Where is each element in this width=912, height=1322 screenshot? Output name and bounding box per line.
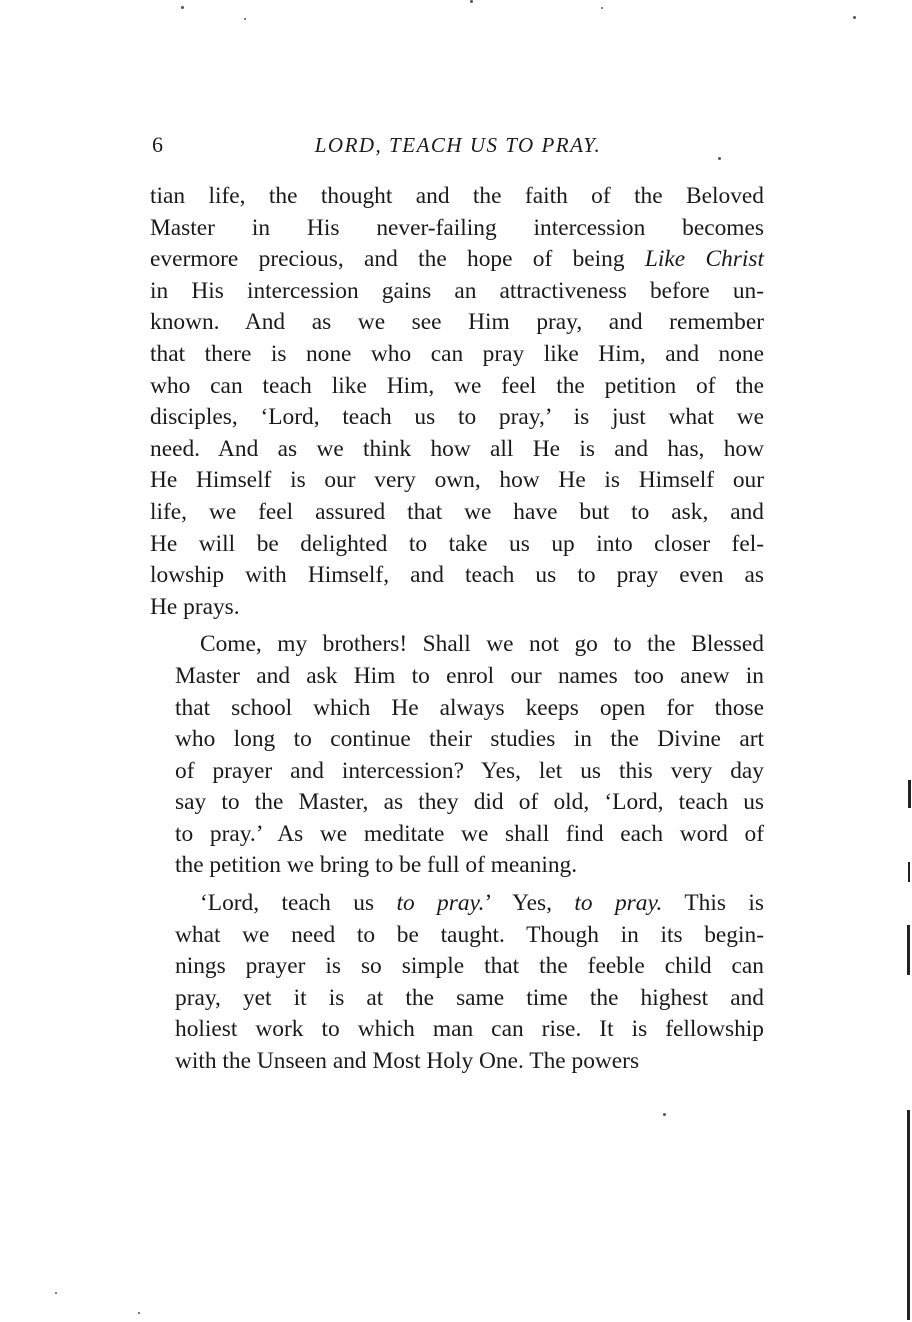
text-segment: evermore precious, and the hope of being [150, 246, 645, 273]
scan-speck [244, 18, 246, 20]
text-segment: He Himself is our very own, how He is Himself our [150, 467, 764, 494]
text-line [150, 371, 764, 403]
text-segment: life, we feel assured that we have but to ask, and [150, 498, 764, 525]
scan-speck [470, 0, 473, 3]
text-line [150, 213, 764, 245]
text-segment: Master in His never-failing intercession becomes [150, 214, 764, 241]
text-segment: lowship with Himself, and teach us to pray even as [150, 562, 764, 589]
italic-text: Like Christ [644, 246, 764, 273]
text-line [150, 920, 764, 952]
scan-edge-mark [908, 862, 910, 882]
body-text [150, 181, 764, 1078]
paragraph [150, 181, 764, 623]
text-segment: disciples, ‘Lord, teach us to pray,’ is just what we [150, 404, 764, 431]
scan-speck [55, 1292, 57, 1294]
text-line [150, 629, 764, 661]
text-segment: ’ Yes, [484, 890, 575, 917]
text-segment: He prays. [150, 593, 240, 620]
text-line [150, 1046, 764, 1078]
text-segment: what we need to be taught. Though in its begin- [175, 921, 764, 948]
text-segment: that school which He always keeps open for those [175, 694, 764, 721]
text-line [150, 560, 764, 592]
text-segment: that there is none who can pray like Him, and none [150, 340, 764, 367]
text-line [150, 983, 764, 1015]
text-segment: nings prayer is so simple that the feeble child can [175, 953, 764, 980]
scan-speck [138, 1312, 140, 1314]
text-line [150, 181, 764, 213]
scan-speck [663, 1113, 666, 1116]
text-line [150, 724, 764, 756]
text-segment: say to the Master, as they did of old, ‘Lord, teach us [175, 789, 764, 816]
text-line [150, 529, 764, 561]
text-segment: Come, my brothers! Shall we not go to the Blessed [200, 631, 764, 658]
italic-text: to pray. [574, 890, 663, 917]
scan-speck [601, 7, 603, 9]
text-line [150, 787, 764, 819]
text-segment: who long to continue their studies in the Divine art [175, 726, 764, 753]
text-segment: known. And as we see Him pray, and remember [150, 309, 764, 336]
scan-speck [181, 6, 184, 9]
scan-speck [853, 16, 856, 19]
text-line [150, 339, 764, 371]
text-line [150, 756, 764, 788]
text-line [150, 951, 764, 983]
text-line [150, 693, 764, 725]
text-line [150, 402, 764, 434]
text-line [150, 434, 764, 466]
scan-edge-mark [908, 780, 911, 808]
text-segment: with the Unseen and Most Holy One. The powers [175, 1048, 640, 1075]
text-line [150, 465, 764, 497]
text-segment: tian life, the thought and the faith of the Beloved [150, 183, 764, 209]
text-segment: pray, yet it is at the same time the highest and [175, 984, 764, 1011]
scan-edge-mark [907, 1110, 910, 1320]
text-segment: ‘Lord, teach us [200, 890, 397, 917]
text-segment: Master and ask Him to enrol our names too anew in [175, 662, 764, 689]
text-segment: to pray.’ As we meditate we shall find each word of [175, 820, 764, 847]
text-segment: He will be delighted to take us up into closer fel- [150, 530, 764, 557]
text-segment: holiest work to which man can rise. It is fellowship [175, 1016, 764, 1043]
text-segment: the petition we bring to be full of meaning. [175, 852, 578, 879]
italic-text: to pray. [396, 890, 485, 917]
page-header [152, 128, 764, 162]
text-segment: of prayer and intercession? Yes, let us this very day [175, 757, 764, 784]
text-line [150, 244, 764, 276]
scan-speck [718, 157, 721, 160]
text-segment: need. And as we think how all He is and has, how [150, 435, 764, 462]
paragraph [150, 629, 764, 882]
text-segment: This is [662, 890, 764, 917]
text-line [150, 819, 764, 851]
text-line [150, 497, 764, 529]
text-line [150, 307, 764, 339]
page-number: 6 [152, 132, 163, 157]
text-line [150, 850, 764, 882]
running-title: LORD, TEACH US TO PRAY. [314, 133, 602, 157]
text-line [150, 276, 764, 308]
text-segment: in His intercession gains an attractiveness before un- [150, 277, 764, 304]
text-segment: who can teach like Him, we feel the petition of the [150, 372, 764, 399]
text-line [150, 1014, 764, 1046]
text-line [150, 661, 764, 693]
text-line [150, 592, 764, 624]
paragraph [150, 888, 764, 1078]
scan-edge-mark [907, 925, 910, 975]
text-line [150, 888, 764, 920]
